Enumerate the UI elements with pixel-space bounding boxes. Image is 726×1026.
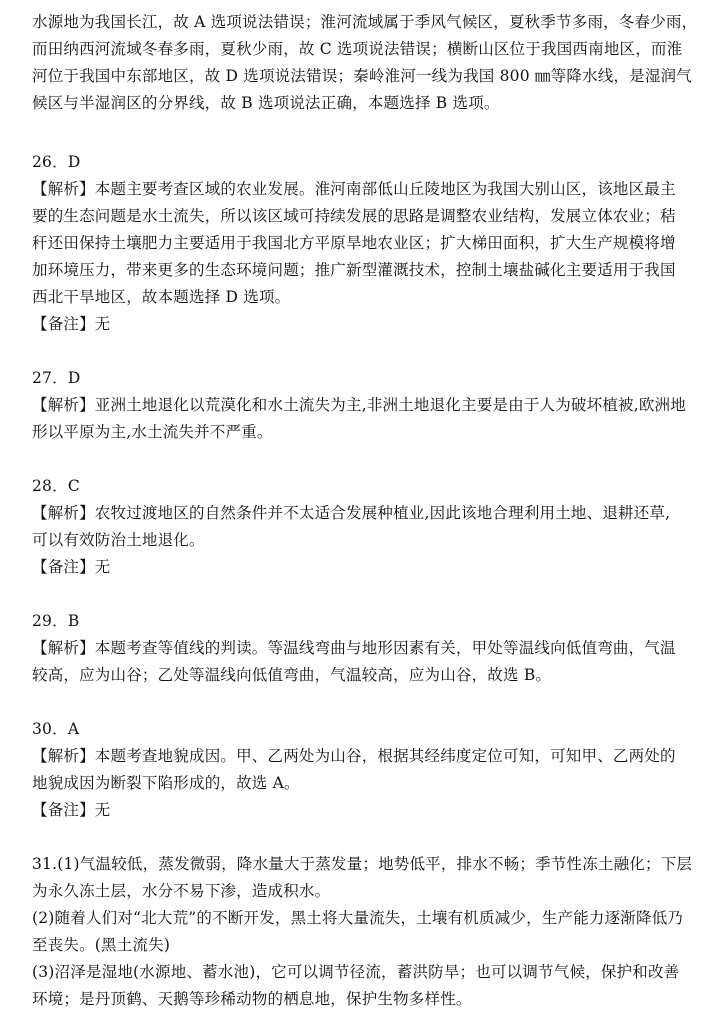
answer-line: 31.(1)气温较低，蒸发微弱，降水量大于蒸发量；地势低平，排水不畅；季节性冻土融化；下层 xyxy=(32,855,693,873)
text-line: 河位于我国中东部地区，故 D 选项说法错误；秦岭淮河一线为我国 800 ㎜等降水线，是湿润气 xyxy=(32,67,692,85)
answer-line: 环境；是丹顶鹤、天鹅等珍稀动物的栖息地，保护生物多样性。 xyxy=(32,990,472,1008)
text-line: 而田纳西河流域冬春多雨，夏秋少雨，故 C 选项说法错误；横断山区位于我国西南地区，而淮 xyxy=(32,40,683,58)
analysis-line: 加环境压力，带来更多的生态环境问题；推广新型灌溉技术，控制土壤盐碱化主要适用于我国 xyxy=(32,261,676,279)
section-gap xyxy=(32,338,700,365)
section-gap xyxy=(32,446,700,473)
question-28 xyxy=(32,473,700,581)
analysis-line: 要的生态问题是水土流失，所以该区域可持续发展的思路是调整农业结构，发展立体农业；秸 xyxy=(32,207,676,225)
analysis-line: 【解析】亚洲土地退化以荒漠化和水土流失为主,非洲土地退化主要是由于人为破坏植被,欧洲地 xyxy=(32,396,686,414)
analysis-line: 【解析】农牧过渡地区的自然条件并不太适合发展种植业,因此该地合理利用土地、退耕还草, xyxy=(32,504,671,522)
question-31 xyxy=(32,851,700,1013)
intro-paragraph xyxy=(32,9,700,117)
analysis-line: 【解析】本题考查地貌成因。甲、乙两处为山谷，根据其经纬度定位可知，可知甲、乙两处的 xyxy=(32,747,676,765)
analysis-line: 地貌成因为断裂下陷形成的，故选 A。 xyxy=(32,774,300,792)
answer-line: (2)随着人们对“北大荒”的不断开发，黑土将大量流失，土壤有机质减少，生产能力逐渐降低乃 xyxy=(32,909,684,927)
text-line: 水源地为我国长江，故 A 选项说法错误；淮河流域属于季风气候区，夏秋季节多雨，冬春少雨， xyxy=(32,13,698,31)
question-26 xyxy=(32,149,700,338)
question-29 xyxy=(32,608,700,689)
section-gap xyxy=(32,581,700,608)
answer-page xyxy=(32,0,700,1013)
section-gap xyxy=(32,824,700,851)
answer-label: 28．C xyxy=(32,477,80,495)
answer-line: 为永久冻土层，水分不易下渗，造成积水。 xyxy=(32,882,331,900)
analysis-line: 秆还田保持土壤肥力主要适用于我国北方平原旱地农业区；扩大梯田面积，扩大生产规模将增 xyxy=(32,234,676,252)
text-line: 候区与半湿润区的分界线，故 B 选项说法正确，本题选择 B 选项。 xyxy=(32,94,500,112)
section-gap xyxy=(32,689,700,716)
answer-label: 29．B xyxy=(32,612,80,630)
answer-line: (3)沼泽是湿地(水源地、蓄水池)，它可以调节径流，蓄洪防旱；也可以调节气候，保护和改善 xyxy=(32,963,680,981)
note-line: 【备注】无 xyxy=(32,315,111,333)
analysis-line: 较高，应为山谷；乙处等温线向低值弯曲，气温较高，应为山谷，故选 B。 xyxy=(32,666,552,684)
analysis-line: 形以平原为主,水土流失并不严重。 xyxy=(32,423,273,441)
analysis-line: 【解析】本题主要考查区域的农业发展。淮河南部低山丘陵地区为我国大别山区，该地区最主 xyxy=(32,180,676,198)
question-30 xyxy=(32,716,700,824)
note-line: 【备注】无 xyxy=(32,558,111,576)
analysis-line: 可以有效防治土地退化。 xyxy=(32,531,205,549)
answer-label: 27．D xyxy=(32,369,81,387)
note-line: 【备注】无 xyxy=(32,801,111,819)
question-27 xyxy=(32,365,700,446)
answer-label: 30．A xyxy=(32,720,80,738)
answer-label: 26．D xyxy=(32,153,81,171)
analysis-line: 【解析】本题考查等值线的判读。等温线弯曲与地形因素有关，甲处等温线向低值弯曲，气温 xyxy=(32,639,676,657)
section-gap xyxy=(32,117,700,149)
answer-line: 至丧失。(黑土流失) xyxy=(32,936,171,954)
analysis-line: 西北干旱地区，故本题选择 D 选项。 xyxy=(32,288,291,306)
